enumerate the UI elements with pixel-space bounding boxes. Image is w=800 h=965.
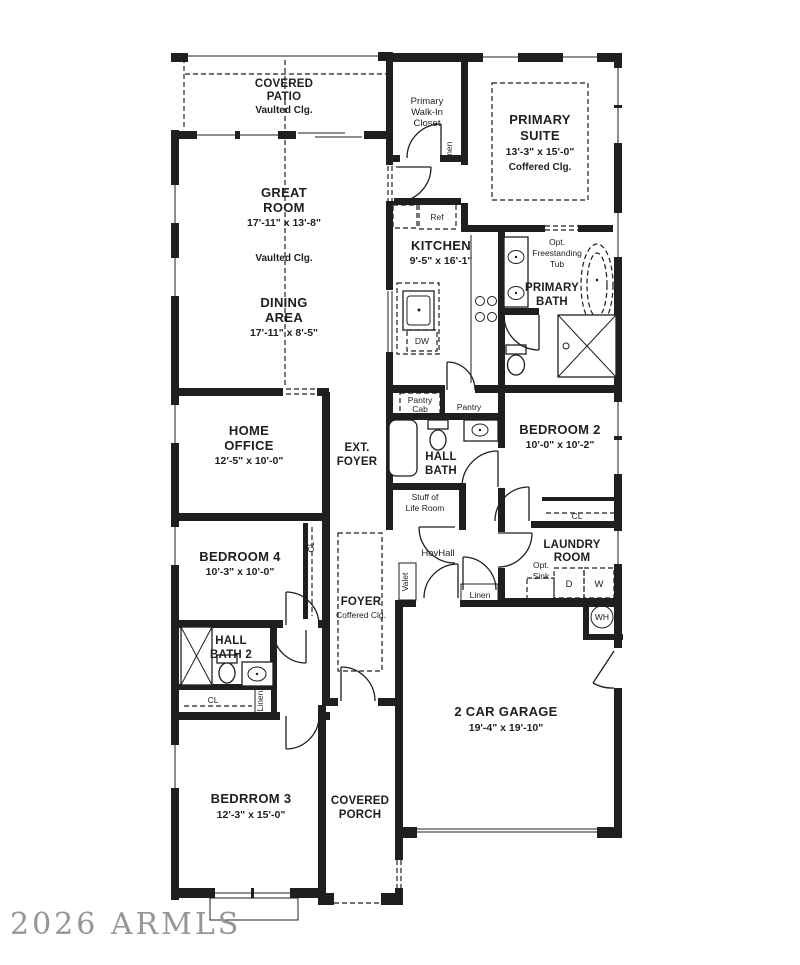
svg-text:PORCH: PORCH — [338, 809, 382, 821]
ext-foyer-label — [337, 442, 378, 468]
svg-text:COVERED: COVERED — [330, 795, 390, 807]
valet-label: Valet — [400, 572, 410, 592]
svg-text:12'-5" x 10'-0": 12'-5" x 10'-0" — [214, 455, 284, 467]
ref-label: Ref — [430, 212, 444, 222]
svg-text:Opt.: Opt. — [548, 237, 566, 247]
ceiling-lines — [179, 56, 588, 903]
pantry-cab-label: Cab — [412, 404, 428, 414]
bathtub-icon — [389, 420, 417, 476]
covered-patio-label — [255, 78, 313, 116]
great-room-label — [247, 185, 321, 264]
stuff-of-life-label — [406, 492, 445, 513]
svg-text:Life Room: Life Room — [405, 503, 445, 513]
svg-text:Walk-In: Walk-In — [411, 107, 443, 118]
shower-icon — [558, 315, 616, 377]
sink-icon — [464, 420, 498, 441]
svg-text:Coffered Clg.: Coffered Clg. — [336, 610, 386, 620]
opt-tub-label — [532, 237, 582, 269]
dw-label: DW — [414, 336, 430, 346]
covered-porch-label — [331, 795, 389, 821]
kitchen-fixtures — [393, 202, 497, 414]
pantry-label: Pantry — [456, 402, 482, 412]
svg-text:Vaulted Clg.: Vaulted Clg. — [255, 253, 313, 264]
svg-text:SUITE: SUITE — [520, 128, 560, 143]
sink-icon — [242, 662, 273, 686]
door-suite-hall — [396, 167, 431, 202]
hovhall-label: HovHall — [421, 548, 455, 559]
svg-text:Tub: Tub — [549, 259, 565, 269]
washer-label: W — [594, 579, 604, 590]
opt-sink-label — [533, 560, 550, 581]
freestanding-tub-icon — [581, 244, 613, 326]
svg-text:17'-11" x 13'-8": 17'-11" x 13'-8" — [247, 217, 321, 229]
linen-label: Linen — [255, 690, 265, 712]
garage-label — [454, 704, 557, 734]
water-heater-label: WH — [594, 612, 610, 622]
svg-text:2 CAR GARAGE: 2 CAR GARAGE — [454, 704, 558, 719]
svg-text:ROOM: ROOM — [263, 200, 305, 215]
cabinet-icon — [393, 205, 417, 228]
svg-text:PRIMARY: PRIMARY — [524, 282, 580, 294]
armls-watermark: 2026 ARMLS — [10, 907, 242, 942]
svg-text:Vaulted Clg.: Vaulted Clg. — [255, 105, 313, 116]
bedroom4-label — [199, 549, 281, 578]
svg-text:Primary: Primary — [410, 96, 444, 107]
toilet-icon — [506, 345, 526, 375]
svg-text:17'-11" x 8'-5": 17'-11" x 8'-5" — [249, 327, 319, 339]
svg-text:Coffered Clg.: Coffered Clg. — [508, 162, 572, 173]
home-office-label — [215, 423, 284, 467]
door-closet — [407, 124, 441, 158]
svg-text:DINING: DINING — [260, 295, 308, 310]
svg-text:KITCHEN: KITCHEN — [411, 238, 471, 253]
svg-text:FOYER: FOYER — [340, 596, 382, 608]
dining-area-label — [250, 295, 318, 339]
svg-text:10'-0" x 10'-2": 10'-0" x 10'-2" — [525, 439, 595, 451]
garage-door — [416, 829, 597, 832]
svg-text:OFFICE: OFFICE — [224, 438, 274, 453]
svg-text:Closet: Closet — [413, 118, 441, 129]
closet-label: CL — [207, 695, 219, 705]
svg-text:HOME: HOME — [228, 423, 270, 438]
walls — [171, 52, 623, 905]
door-hall-bath — [462, 451, 498, 487]
vanity-counter — [504, 237, 528, 307]
svg-text:BEDRROM 3: BEDRROM 3 — [210, 791, 292, 806]
svg-text:COVERED: COVERED — [254, 78, 314, 90]
hall-bath-label — [425, 451, 457, 477]
toilet-icon — [428, 420, 448, 450]
linen-label: Linen — [469, 590, 491, 600]
dryer-label: D — [565, 579, 573, 590]
svg-text:9'-5" x 16'-1": 9'-5" x 16'-1" — [409, 255, 473, 267]
foyer-label — [336, 596, 386, 620]
shower-icon — [181, 627, 212, 685]
bedroom2-label — [519, 422, 600, 451]
svg-text:12'-3" x 15'-0": 12'-3" x 15'-0" — [216, 809, 286, 821]
svg-text:GREAT: GREAT — [260, 185, 308, 200]
laundry-label — [543, 539, 600, 564]
linen-label: Linen — [444, 141, 454, 163]
bedroom3-label — [211, 791, 292, 821]
primary-bath-label — [525, 282, 579, 308]
svg-text:ROOM: ROOM — [553, 552, 591, 564]
closet-label: CL — [571, 511, 583, 521]
svg-text:BATH 2: BATH 2 — [210, 649, 252, 661]
svg-text:Opt.: Opt. — [532, 560, 550, 570]
svg-text:BEDROOM 4: BEDROOM 4 — [199, 549, 281, 564]
svg-text:Freestanding: Freestanding — [532, 248, 582, 258]
svg-text:10'-3" x 10'-0": 10'-3" x 10'-0" — [205, 566, 275, 578]
kitchen-sink-icon — [403, 291, 434, 330]
svg-text:Sink: Sink — [532, 571, 550, 581]
svg-text:PRIMARY: PRIMARY — [509, 112, 571, 127]
svg-text:BEDROOM 2: BEDROOM 2 — [519, 422, 601, 437]
cooktop-icon — [476, 297, 497, 322]
door-garage-side — [593, 651, 614, 688]
kitchen-label — [410, 238, 473, 267]
svg-text:BATH: BATH — [425, 465, 457, 477]
svg-text:PATIO: PATIO — [266, 91, 302, 103]
svg-text:AREA: AREA — [264, 310, 304, 325]
svg-text:19'-4" x 19'-10": 19'-4" x 19'-10" — [468, 722, 544, 734]
door-front-entry — [341, 667, 375, 701]
primary-closet-label — [411, 96, 444, 129]
pantry-cab-label: Pantry — [407, 395, 433, 405]
svg-text:BATH: BATH — [536, 296, 568, 308]
svg-text:LAUNDRY: LAUNDRY — [543, 539, 601, 551]
door-garage-entry — [424, 564, 458, 598]
svg-text:FOYER: FOYER — [336, 456, 378, 468]
door-hall-bath2 — [273, 630, 306, 663]
svg-text:HALL: HALL — [425, 451, 457, 463]
svg-text:Stuff of: Stuff of — [411, 492, 439, 502]
door-linen — [463, 557, 496, 590]
primary-suite-label — [506, 112, 575, 173]
hall-bath2-label — [210, 635, 252, 661]
closet-label: CL — [306, 541, 316, 553]
svg-text:HALL: HALL — [215, 635, 247, 647]
svg-text:EXT.: EXT. — [344, 442, 370, 454]
svg-text:13'-3" x 15'-0": 13'-3" x 15'-0" — [505, 146, 575, 158]
